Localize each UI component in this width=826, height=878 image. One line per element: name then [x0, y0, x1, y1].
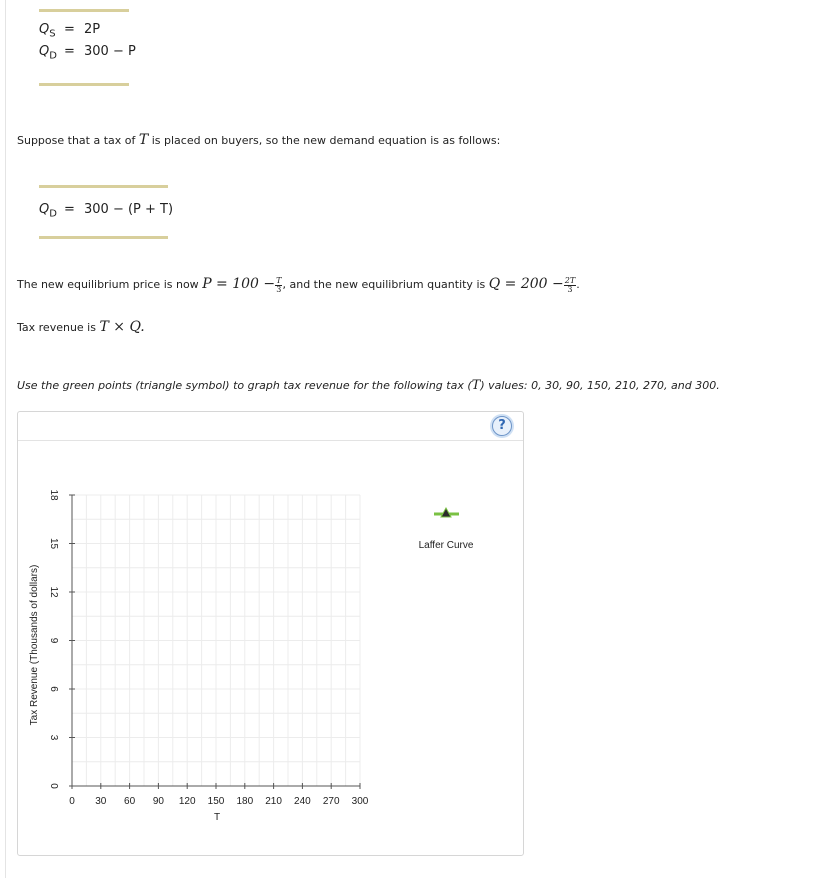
x-tick-label: 210 [265, 796, 282, 807]
tax-sentence: Suppose that a tax of T is placed on buyers, so the new demand equation is as follows: [17, 132, 501, 148]
new-demand-rhs: 300 − (P + T) [84, 202, 174, 217]
x-tick-label: 180 [236, 796, 254, 807]
equation-rule-bottom [39, 83, 129, 86]
y-tick-label: 18 [48, 489, 59, 501]
x-tick-label: 270 [322, 796, 340, 807]
y-tick-label: 0 [48, 783, 59, 789]
y-tick-label: 3 [48, 734, 59, 741]
x-tick-label: 30 [95, 796, 107, 807]
equals-sign: = [64, 202, 75, 217]
equals-sign: = [64, 44, 75, 59]
y-axis-label: Tax Revenue (Thousands of dollars) [29, 564, 40, 726]
graph-toolbar [18, 412, 523, 441]
new-demand-equation-box [39, 185, 174, 239]
revenue-sentence: Tax revenue is T × Q. [17, 319, 145, 335]
equilibrium-sentence: The new equilibrium price is now P = 100 − $\frac{T}{3}$ , and the new equilibrium quantity is Q = 200 − $\frac{2T}{3}$ . [17, 275, 580, 294]
new-demand-equation [39, 202, 174, 224]
x-tick-label: 90 [152, 796, 164, 807]
x-axis-label: T [213, 812, 221, 823]
demand-rhs: 300 − P [84, 44, 136, 59]
y-tick-label: 9 [48, 637, 59, 644]
x-tick-label: 0 [69, 796, 75, 807]
x-tick-label: 300 [351, 796, 369, 807]
legend-label: Laffer Curve [418, 540, 474, 551]
x-tick-label: 120 [178, 796, 196, 807]
supply-rhs: 2P [84, 22, 101, 37]
graph-panel [17, 411, 524, 856]
demand-equation [39, 44, 136, 66]
price-expression: P = 100 − [202, 276, 276, 292]
x-tick-label: 60 [124, 796, 136, 807]
help-button[interactable]: ? [492, 416, 512, 436]
equals-sign: = [64, 22, 75, 37]
y-tick-label: 6 [48, 686, 59, 692]
supply-equation [39, 22, 129, 44]
y-tick-label: 15 [48, 537, 59, 550]
price-fraction: $\frac{T}{3}$ [276, 275, 282, 294]
revenue-expression: T × Q. [99, 319, 145, 335]
quantity-fraction: $\frac{2T}{3}$ [564, 275, 576, 294]
x-tick-label: 240 [294, 796, 311, 807]
page-edge-line [5, 0, 6, 878]
supply-demand-equations [39, 9, 136, 86]
y-tick-label: 12 [48, 586, 59, 598]
equation-rule-bottom [39, 236, 168, 239]
supply-lhs: $Q_S$ [39, 22, 56, 40]
demand-lhs: $Q_D$ [39, 44, 57, 62]
x-tick-label: 150 [207, 796, 225, 807]
new-demand-lhs: $Q_D$ [39, 202, 57, 220]
quantity-expression: Q = 200 − [488, 276, 564, 292]
graph-instruction: Use the green points (triangle symbol) to graph tax revenue for the following tax (T) values: 0, 30, 90, 150, 210, 270, and 300. [17, 378, 720, 393]
